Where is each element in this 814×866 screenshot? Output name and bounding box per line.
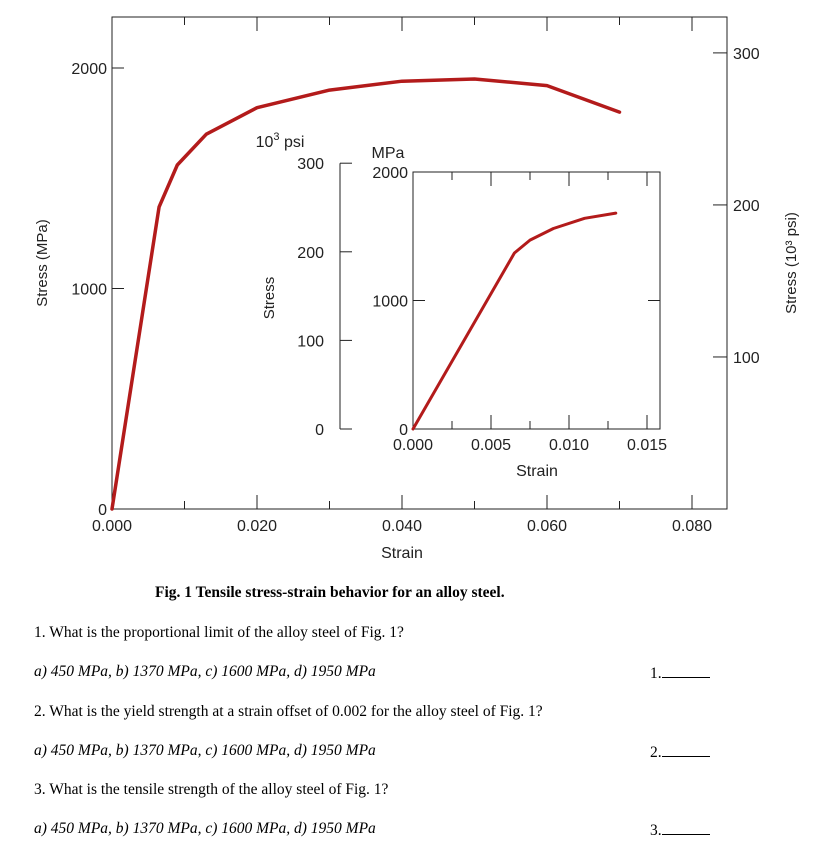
answer-label-3: 3. (650, 822, 662, 839)
answer-label-2: 2. (650, 744, 662, 761)
main-y2-tick-label: 100 (733, 349, 760, 367)
question-3: 3. What is the tensile strength of the alloy steel of Fig. 1? (34, 781, 389, 798)
question-1-options: a) 450 MPa, b) 1370 MPa, c) 1600 MPa, d) 1950 MPa (34, 663, 376, 680)
inset-x-tick-label: 0.015 (626, 437, 668, 454)
main-y-tick-label: 1000 (71, 281, 107, 299)
main-y-axis-title: Stress (MPa) (34, 219, 51, 307)
answer-line-2[interactable] (662, 742, 710, 757)
main-y2-tick-label: 200 (733, 197, 760, 215)
question-1: 1. What is the proportional limit of the alloy steel of Fig. 1? (34, 624, 404, 641)
answer-label-1: 1. (650, 665, 662, 682)
answer-blank-2[interactable] (650, 742, 710, 762)
inset-psi-tick-label: 0 (315, 422, 324, 439)
question-2: 2. What is the yield strength at a strain offset of 0.002 for the alloy steel of Fig. 1? (34, 703, 543, 720)
inset-x-axis-title: Strain (516, 463, 558, 480)
inset-psi-tick-label: 300 (297, 156, 324, 174)
inset-mpa-unit-label: MPa (371, 145, 405, 162)
main-y2-tick-label: 300 (733, 45, 760, 63)
answer-line-3[interactable] (662, 820, 710, 835)
answer-blank-1[interactable] (650, 663, 710, 683)
inset-psi-unit-label: $10^3$ psi (255, 131, 305, 151)
main-x-tick-label: 0.060 (526, 518, 568, 535)
inset-x-tick-label: 0.000 (392, 437, 434, 454)
inset-x-tick-label: 0.005 (470, 437, 512, 454)
main-x-tick-label: 0.000 (91, 518, 133, 535)
answer-blank-3[interactable] (650, 820, 710, 840)
main-x-axis-title: Strain (381, 545, 423, 562)
inset-x-tick-label: 0.010 (548, 437, 590, 454)
main-y-tick-label: 2000 (71, 61, 107, 78)
inset-y-axis-title: Stress (261, 276, 278, 320)
figure-caption: Fig. 1 Tensile stress-strain behavior for an alloy steel. (155, 584, 505, 601)
main-y-tick-label: 0 (98, 502, 107, 519)
main-x-tick-label: 0.020 (236, 518, 278, 535)
inset-plot-frame (413, 172, 660, 429)
main-x-tick-label: 0.080 (671, 518, 713, 535)
inset-psi-tick-label: 100 (297, 333, 324, 351)
inset-y-tick-label-mpa: 0 (399, 422, 408, 439)
answer-line-1[interactable] (662, 663, 710, 678)
inset-y-tick-label-mpa: 1000 (372, 293, 408, 311)
main-x-tick-label: 0.040 (381, 518, 423, 535)
question-3-options: a) 450 MPa, b) 1370 MPa, c) 1600 MPa, d) 1950 MPa (34, 820, 376, 837)
inset-psi-tick-label: 200 (297, 244, 324, 262)
inset-y-tick-label-mpa: 2000 (372, 165, 408, 182)
question-2-options: a) 450 MPa, b) 1370 MPa, c) 1600 MPa, d) 1950 MPa (34, 742, 376, 759)
main-y2-axis-title: Stress (10³ psi) (783, 212, 800, 314)
